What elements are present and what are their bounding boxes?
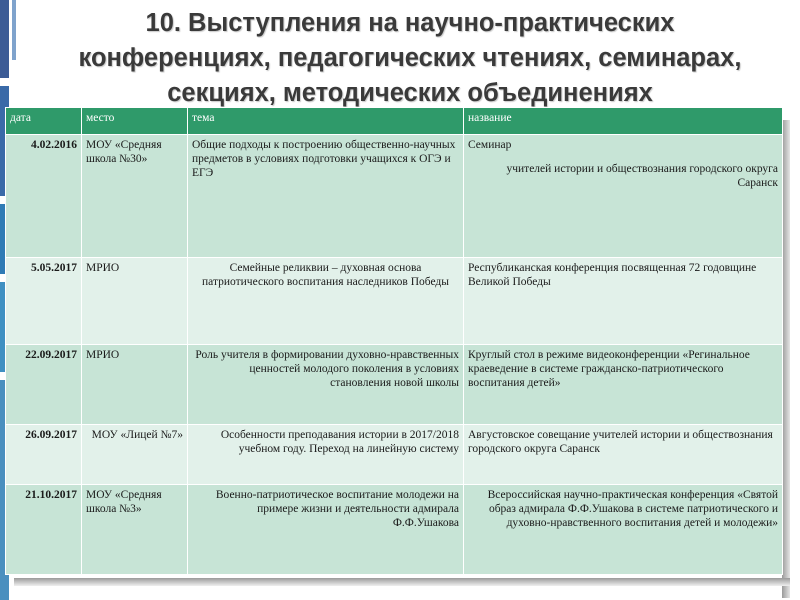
header-name: название xyxy=(464,108,783,135)
slide-title xyxy=(30,6,790,111)
cell-place: МРИО xyxy=(82,258,188,345)
cell-name: Республиканская конференция посвященная 72 годовщине Великой Победы xyxy=(464,258,783,345)
title-line-3: секциях, методических объединениях xyxy=(167,79,653,107)
cell-name xyxy=(464,135,783,258)
table-row xyxy=(6,345,783,425)
cell-name: Всероссийская научно-практическая конференция «Святой образ адмирала Ф.Ф.Ушакова в системе патриотического и духовно-нравственного воспитания детей и молодежи» xyxy=(464,485,783,575)
header-date: дата xyxy=(6,108,82,135)
header-place: место xyxy=(82,108,188,135)
table-row xyxy=(6,135,783,258)
cell-place: МРИО xyxy=(82,345,188,425)
cell-name: Круглый стол в режиме видеоконференции «Регинальное краеведение в системе гражданско-патриотического воспитания детей» xyxy=(464,345,783,425)
table-row xyxy=(6,258,783,345)
cell-topic: Особенности преподавания истории в 2017/2018 учебном году. Переход на линейную систему xyxy=(188,425,464,485)
cell-place: МОУ «Средняя школа №3» xyxy=(82,485,188,575)
table-row xyxy=(6,425,783,485)
title-line-2: конференциях, педагогических чтениях, семинарах, xyxy=(78,44,742,72)
title-line-1: 10. Выступления на научно-практических xyxy=(145,9,675,37)
decor-stripe xyxy=(12,0,16,60)
cell-topic: Военно-патриотическое воспитание молодежи на примере жизни и деятельности адмирала Ф.Ф.Ушакова xyxy=(188,485,464,575)
table-shadow-bottom xyxy=(14,578,790,586)
cell-name-line1: Семинар xyxy=(468,139,512,151)
header-topic: тема xyxy=(188,108,464,135)
cell-date: 22.09.2017 xyxy=(6,345,82,425)
cell-date: 21.10.2017 xyxy=(6,485,82,575)
cell-name-line2: учителей истории и обществознания городского округа Саранск xyxy=(506,163,778,189)
cell-topic: Семейные реликвии – духовная основа патриотического воспитания наследников Победы xyxy=(188,258,464,345)
decor-bar xyxy=(0,0,9,78)
presentations-table xyxy=(5,107,783,575)
cell-place: МОУ «Средняя школа №30» xyxy=(82,135,188,258)
cell-date: 5.05.2017 xyxy=(6,258,82,345)
cell-place: МОУ «Лицей №7» xyxy=(82,425,188,485)
cell-topic: Общие подходы к построению общественно-научных предметов в условиях подготовки учащихся к ОГЭ и ЕГЭ xyxy=(188,135,464,258)
cell-topic: Роль учителя в формировании духовно-нравственных ценностей молодого поколения в условиях становления новой школы xyxy=(188,345,464,425)
cell-date: 26.09.2017 xyxy=(6,425,82,485)
table-shadow-right xyxy=(782,120,790,598)
cell-date: 4.02.2016 xyxy=(6,135,82,258)
cell-name: Августовское совещание учителей истории и обществознания городского округа Саранск xyxy=(464,425,783,485)
table-header-row xyxy=(6,108,783,135)
table-row xyxy=(6,485,783,575)
